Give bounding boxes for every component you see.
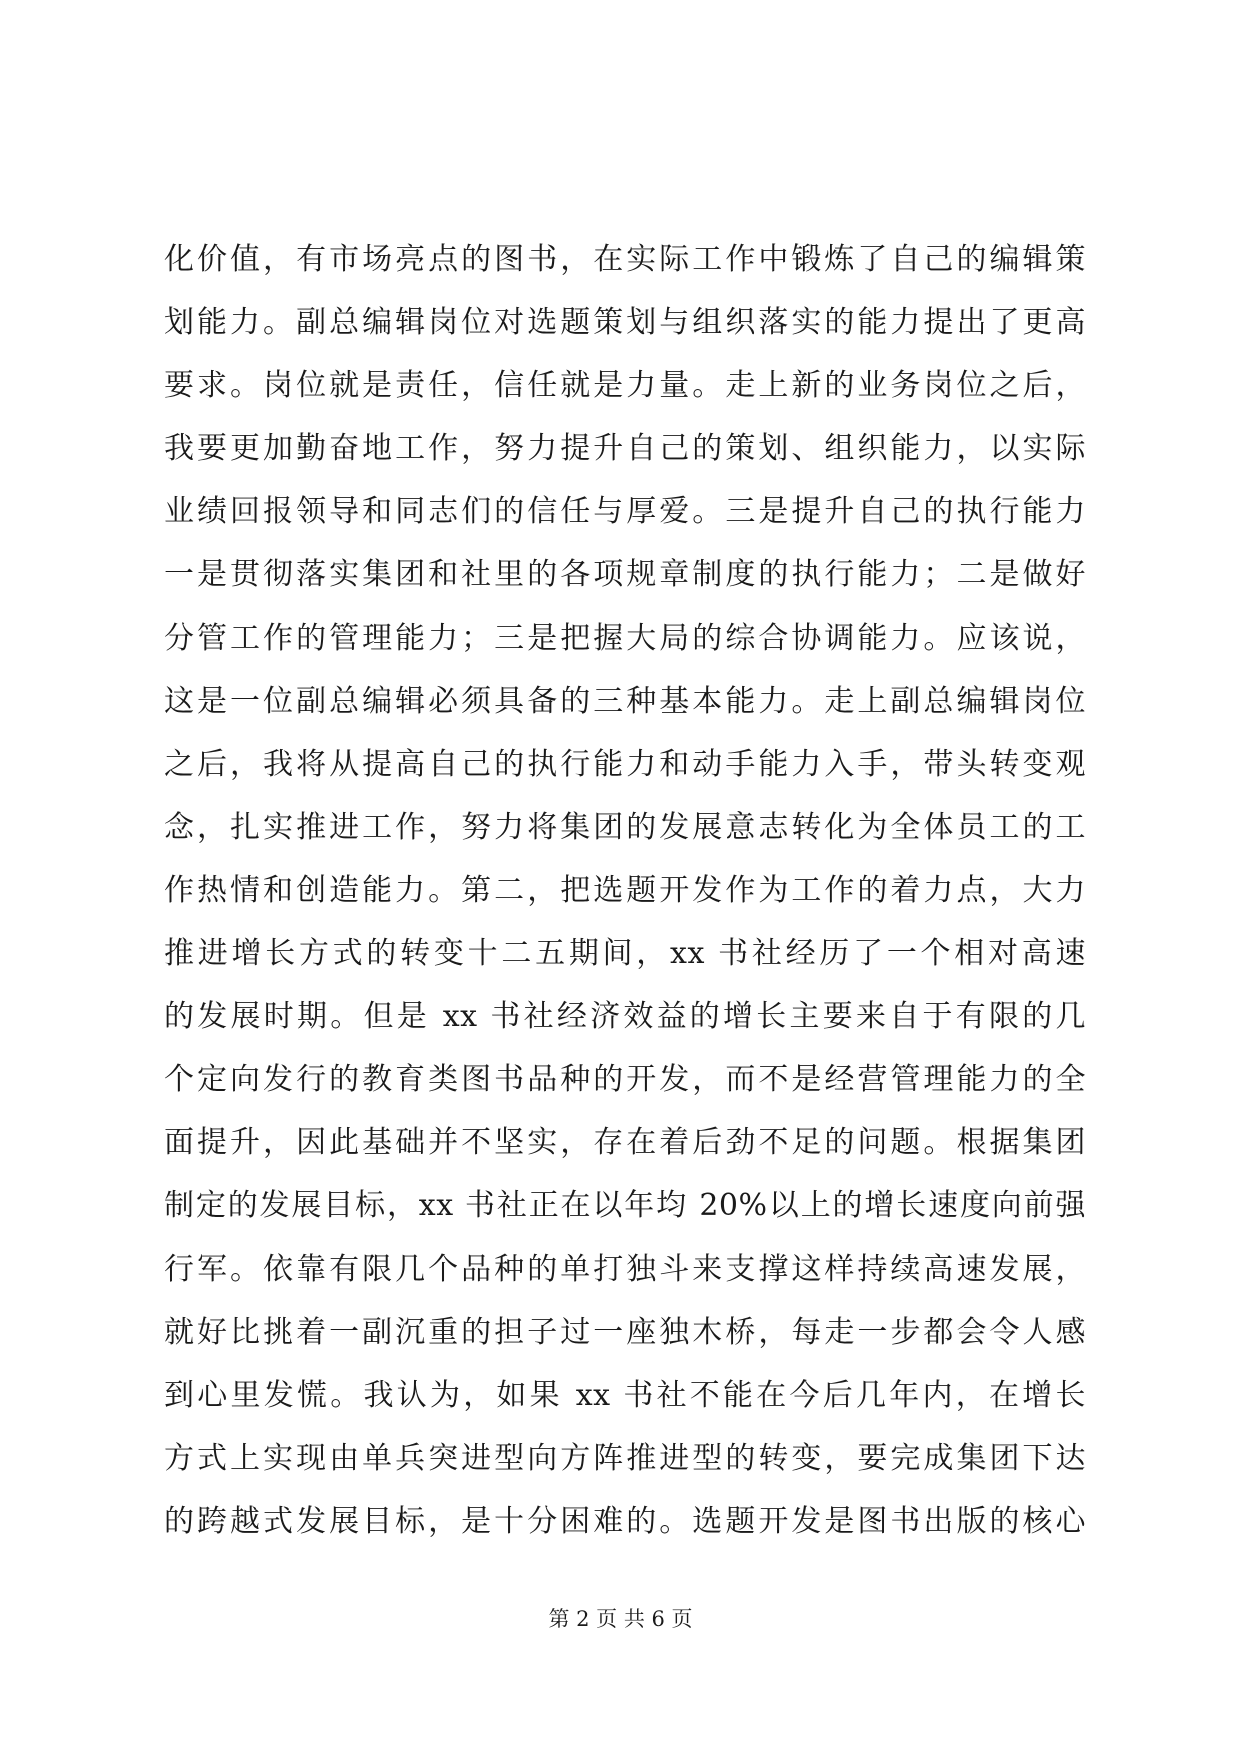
- page-number-label: 第 2 页 共 6 页: [548, 1607, 693, 1631]
- text-line-20: 方式上实现由单兵突进型向方阵推进型的转变，要完成集团下达: [164, 1440, 1086, 1476]
- text-line-4: 我要更加勤奋地工作，努力提升自己的策划、组织能力，以实际: [164, 431, 1086, 467]
- text-line-3: 要求。岗位就是责任，信任就是力量。走上新的业务岗位之后，: [164, 368, 1086, 404]
- text-line-9: 之后，我将从提高自己的执行能力和动手能力入手，带头转变观: [164, 746, 1086, 782]
- text-line-11: 作热情和创造能力。第二，把选题开发作为工作的着力点，大力: [164, 872, 1086, 908]
- text-line-12: 推进增长方式的转变十二五期间，xx 书社经历了一个相对高速: [164, 936, 1086, 972]
- page-footer: [0, 1604, 1241, 1634]
- text-line-5: 业绩回报领导和同志们的信任与厚爱。三是提升自己的执行能力: [164, 494, 1086, 530]
- text-line-17: 行军。依靠有限几个品种的单打独斗来支撑这样持续高速发展，: [164, 1251, 1086, 1287]
- body-text: [164, 228, 1086, 1553]
- text-line-15: 面提升，因此基础并不坚实，存在着后劲不足的问题。根据集团: [164, 1125, 1086, 1161]
- text-line-21: 的跨越式发展目标，是十分困难的。选题开发是图书出版的核心: [164, 1503, 1086, 1539]
- text-line-19: 到心里发慌。我认为，如果 xx 书社不能在今后几年内，在增长: [164, 1377, 1086, 1413]
- text-line-7: 分管工作的管理能力；三是把握大局的综合协调能力。应该说，: [164, 620, 1086, 656]
- text-line-1: 化价值，有市场亮点的图书，在实际工作中锻炼了自己的编辑策: [164, 242, 1086, 277]
- text-line-10: 念，扎实推进工作，努力将集团的发展意志转化为全体员工的工: [164, 809, 1086, 845]
- text-line-18: 就好比挑着一副沉重的担子过一座独木桥，每走一步都会令人感: [164, 1314, 1086, 1350]
- text-line-16: 制定的发展目标，xx 书社正在以年均 20%以上的增长速度向前强: [164, 1188, 1086, 1224]
- text-line-2: 划能力。副总编辑岗位对选题策划与组织落实的能力提出了更高: [164, 305, 1086, 341]
- text-line-8: 这是一位副总编辑必须具备的三种基本能力。走上副总编辑岗位: [164, 683, 1086, 719]
- text-line-6: 一是贯彻落实集团和社里的各项规章制度的执行能力；二是做好: [164, 557, 1086, 593]
- text-line-14: 个定向发行的教育类图书品种的开发，而不是经营管理能力的全: [164, 1062, 1086, 1098]
- text-line-13: 的发展时期。但是 xx 书社经济效益的增长主要来自于有限的几: [164, 999, 1086, 1035]
